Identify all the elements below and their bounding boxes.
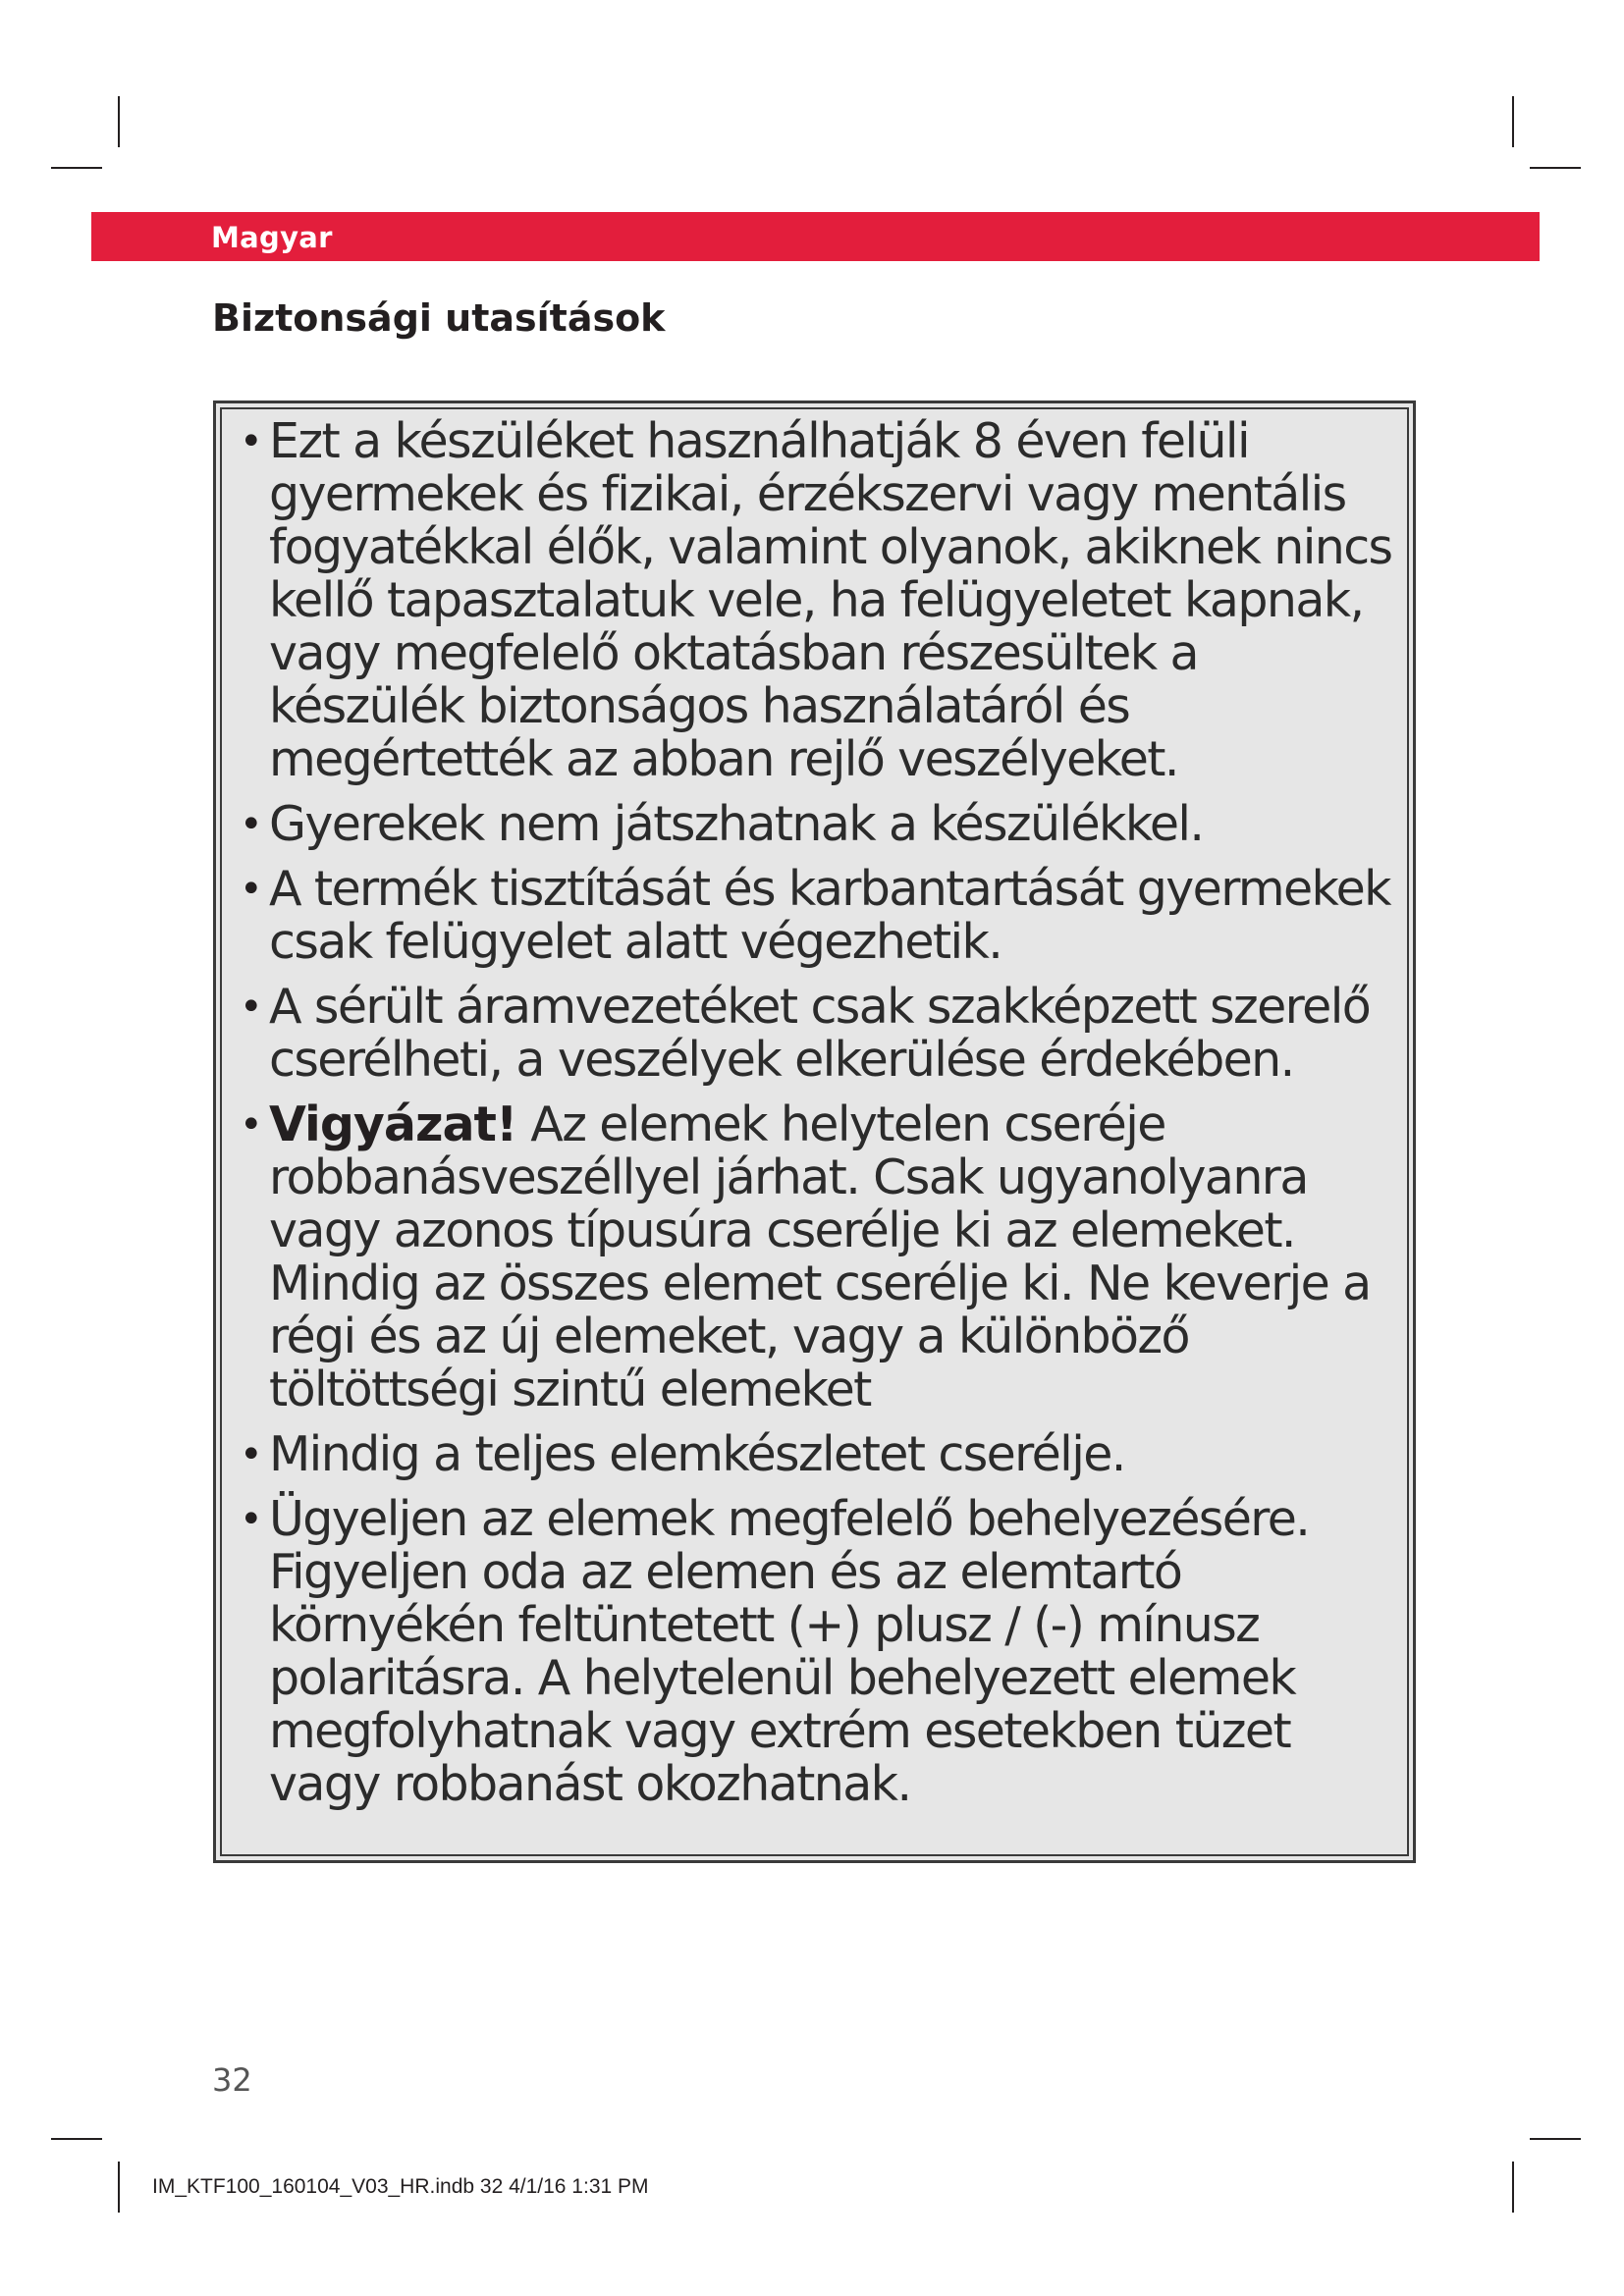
item-text: A termék tisztítását és karbantartását gyermekek csak felügyelet alatt végezhetik. — [269, 861, 1390, 970]
bullet-icon: • — [240, 985, 261, 1030]
list-item — [240, 798, 1398, 851]
bullet-icon: • — [240, 1497, 261, 1542]
crop-mark-bottom-left-horizontal — [51, 2138, 102, 2140]
crop-mark-bottom-right-horizontal — [1530, 2138, 1581, 2140]
bullet-icon: • — [240, 1102, 261, 1148]
crop-mark-bottom-right-vertical — [1512, 2162, 1514, 2213]
safety-list — [240, 415, 1398, 1823]
list-item — [240, 863, 1398, 969]
item-text: Ügyeljen az elemek megfelelő behelyezésére. Figyeljen oda az elemen és az elemtartó környékén feltüntetett (+) plusz / (-) mínusz polaritásra. A helytelenül behelyezett elemek megfolyhatnak vagy extrém esetekben tüzet vagy robbanást okozhatnak. — [269, 1491, 1310, 1812]
list-item — [240, 415, 1398, 786]
bullet-icon: • — [240, 867, 261, 912]
list-item-warning — [240, 1098, 1398, 1416]
list-item — [240, 981, 1398, 1087]
language-header-bar — [91, 212, 1540, 261]
crop-mark-top-right-horizontal — [1530, 167, 1581, 169]
warning-label: Vigyázat! — [269, 1096, 517, 1152]
crop-mark-top-left-vertical — [118, 96, 120, 147]
crop-mark-top-right-vertical — [1512, 96, 1514, 147]
safety-instructions-box — [213, 400, 1416, 1863]
page-number: 32 — [212, 2061, 252, 2099]
bullet-icon: • — [240, 1432, 261, 1477]
bullet-icon: • — [240, 802, 261, 847]
section-title: Biztonsági utasítások — [212, 296, 666, 340]
item-text: Ezt a készüléket használhatják 8 éven felüli gyermekek és fizikai, érzékszervi vagy mentális fogyatékkal élők, valamint olyanok, akiknek nincs kellő tapasztalatuk vele, ha felügyeletet kapnak, vagy megfelelő oktatásban részesültek a készülék biztonságos használatáról és megértették az abban rejlő veszélyeket. — [269, 413, 1392, 787]
item-text: Az elemek helytelen cseréje robbanásveszéllyel járhat. Csak ugyanolyanra vagy azonos típusúra cserélje ki az elemeket. Mindig az összes elemet cserélje ki. Ne keverje a régi és az új elemeket, vagy a különböző töltöttségi szintű elemeket — [269, 1096, 1371, 1417]
crop-mark-bottom-left-vertical — [118, 2162, 120, 2213]
list-item — [240, 1493, 1398, 1811]
item-text: Mindig a teljes elemkészletet cserélje. — [269, 1426, 1125, 1482]
list-item — [240, 1428, 1398, 1481]
item-text: A sérült áramvezetéket csak szakképzett szerelő cserélheti, a veszélyek elkerülése érdekében. — [269, 979, 1371, 1088]
item-text: Gyerekek nem játszhatnak a készülékkel. — [269, 796, 1204, 852]
crop-mark-top-left-horizontal — [51, 167, 102, 169]
bullet-icon: • — [240, 419, 261, 464]
print-info-footer: IM_KTF100_160104_V03_HR.indb 32 4/1/16 1:31 PM — [152, 2175, 649, 2198]
language-label: Magyar — [211, 221, 333, 254]
